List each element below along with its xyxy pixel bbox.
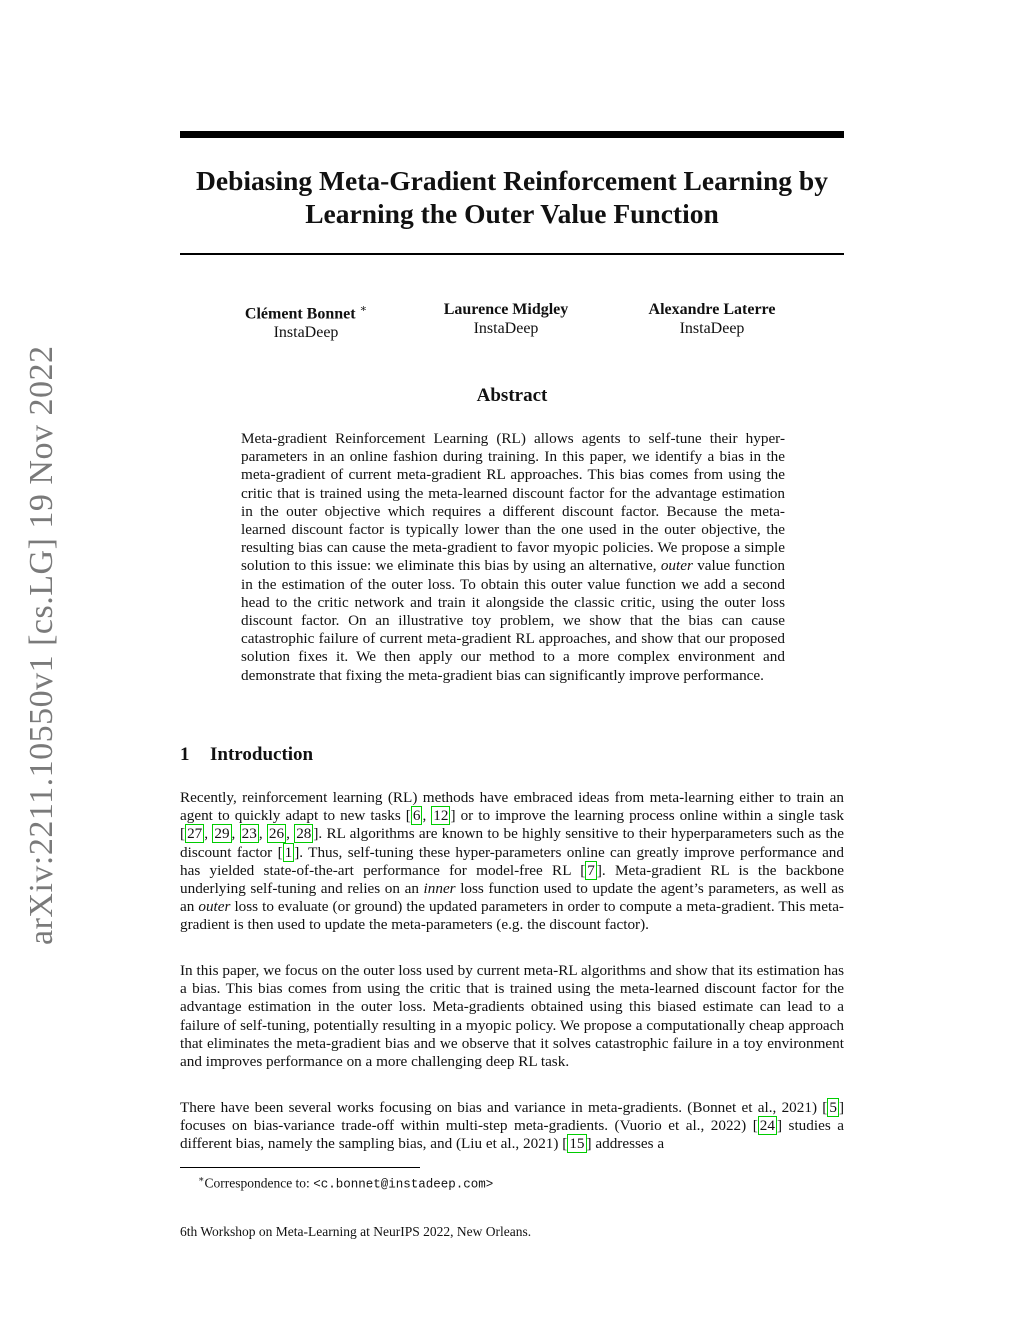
title-line-2: Learning the Outer Value Function — [305, 198, 719, 229]
title-bottom-rule — [180, 253, 844, 255]
title-top-rule — [180, 131, 844, 138]
section-title: Introduction — [210, 744, 314, 765]
citation-link[interactable]: 24 — [759, 1117, 775, 1135]
author-affiliation: InstaDeep — [273, 324, 339, 342]
section-heading — [180, 744, 844, 766]
email-link[interactable]: <c.bonnet@instadeep.com> — [313, 1177, 494, 1192]
author-2 — [406, 300, 606, 338]
paper-title — [180, 164, 844, 230]
title-line-1: Debiasing Meta-Gradient Reinforcement Learning by — [196, 165, 828, 196]
citation-link[interactable]: 26 — [268, 825, 285, 843]
citation-link[interactable]: 15 — [569, 1135, 585, 1153]
footnote-mark: ∗ — [198, 1175, 205, 1185]
author-affiliation: InstaDeep — [679, 320, 745, 337]
citation-link[interactable]: 6 — [412, 807, 421, 825]
abstract-text: Meta-gradient Reinforcement Learning (RL) allows agents to self-tune their hyper-parameters in an online fashion during training. In this paper, we identify a bias in the meta-gradient of current meta-gradient RL approaches. This bias comes from using the critic that is trained using the meta-learned discount factor for the advantage estimation in the outer objective which requires a different discount factor. Because the meta-learned discount factor is typically lower than the one used in the outer objective, the resulting bias can cause the meta-gradient to favor myopic policies. We propose a simple solution to this issue: we eliminate this bias by using an alternative, outer value function in the estimation of the outer loss. To obtain this outer value function we add a second head to the critic network and train it alongside the classic critic, using the outer loss discount factor. On an illustrative toy problem, we show that the bias can cause catastrophic failure of current meta-gradient RL approaches, and show that our proposed solution fixes it. We then apply our method to a more complex environment and demonstrate that fixing the meta-gradient bias can significantly improve performance. — [241, 430, 785, 684]
author-1 — [206, 300, 406, 342]
citation-link[interactable]: 29 — [214, 825, 230, 843]
intro-paragraph-1: Recently, reinforcement learning (RL) methods have embraced ideas from meta-learning either to train an agent to quickly adapt to new tasks [ 6 , 12 ] or to improve the learning process online within a single task [ 27 , 29 , 23 , 26 , 28 ]. RL algorithms are known to be highly sensitive to their hyperparameters such as the discount factor [ 1 ]. Thus, self-tuning these hyper-parameters online can greatly improve performance and has yielded state-of-the-art performance for model-free RL [ 7 ]. Meta-gradient RL is the backbone underlying self-tuning and relies on an inner loss function used to update the agent’s parameters, as well as an outer loss to evaluate (or ground) the updated parameters in order to compute a meta-gradient. This meta-gradient is then used to update the meta-parameters (e.g. the discount factor). — [180, 789, 845, 934]
emphasis: outer — [198, 898, 231, 916]
author-name: Alexandre Laterre — [648, 301, 776, 318]
intro-paragraph-3: There have been several works focusing on bias and variance in meta-gradients. (Bonnet et al., 2021) [ 5 ] focuses on bias-variance trade-off within multi-step meta-gradients. (Vuorio et al., 2022) [ 24 ] studies a different bias, namely the sampling bias, and (Liu et al., 2021) [ 15 ] addresses a — [180, 1099, 844, 1153]
arxiv-stamp: arXiv:2211.10550v1 [cs.LG] 19 Nov 2022 — [23, 345, 60, 945]
citation-link[interactable]: 23 — [241, 825, 257, 843]
citation-link[interactable]: 5 — [829, 1099, 837, 1116]
footnote: ∗Correspondence to: <c.bonnet@instadeep.com> — [198, 1175, 494, 1192]
author-name: Clément Bonnet ∗ — [244, 303, 368, 323]
citation-link[interactable]: 12 — [433, 807, 449, 825]
author-name: Laurence Midgley — [443, 301, 569, 318]
intro-paragraph-2: In this paper, we focus on the outer loss used by current meta-RL algorithms and show that its estimation has a bias. This bias comes from using the critic that is trained using the meta-learned discount factor for the advantage estimation in the outer loss. Meta-gradients obtained using this biased estimate can lead to a failure of self-tuning, potentially resulting in a myopic policy. We propose a computationally cheap approach that eliminates the meta-gradient bias and we observe that it solves catastrophic failure in a toy environment and improves performance on a more challenging deep RL task. — [180, 962, 844, 1071]
citation-link[interactable]: 7 — [587, 861, 595, 879]
section-number: 1 — [180, 744, 190, 765]
citation-link[interactable]: 27 — [187, 825, 203, 843]
emphasis: inner — [423, 880, 456, 898]
citation-link[interactable]: 28 — [296, 825, 312, 843]
author-affiliation: InstaDeep — [473, 320, 539, 337]
citation-link[interactable]: 1 — [284, 843, 293, 861]
footnote-rule — [180, 1167, 420, 1168]
emphasis: outer — [660, 557, 693, 575]
venue-note: 6th Workshop on Meta-Learning at NeurIPS 2022, New Orleans. — [180, 1224, 532, 1239]
abstract-heading: Abstract — [476, 385, 548, 406]
footnote-mark[interactable]: ∗ — [359, 303, 368, 315]
author-3 — [612, 300, 812, 338]
